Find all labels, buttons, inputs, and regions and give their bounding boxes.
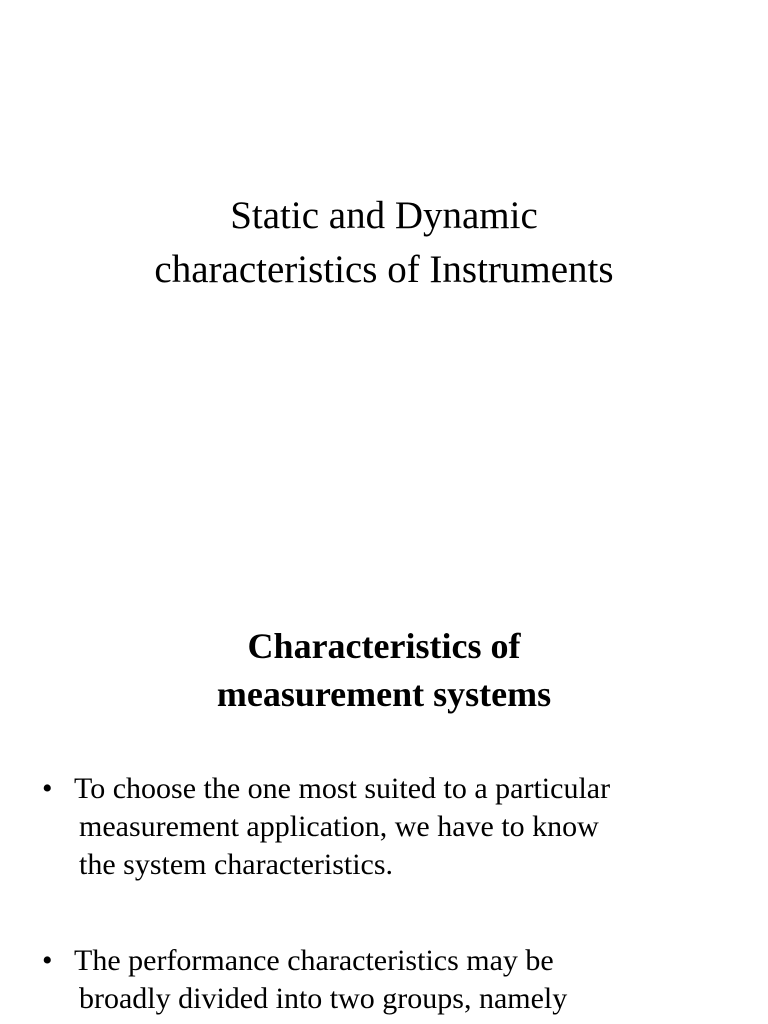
slide-2	[0, 576, 768, 1024]
slide-2-title-line-2: measurement systems	[216, 674, 552, 714]
bullet-item	[40, 770, 730, 884]
bullet-line: the system characteristics.	[79, 848, 394, 881]
bullet-line: The performance characteristics may be	[74, 944, 554, 977]
slide-2-title-line-1: Characteristics of	[247, 626, 521, 666]
slide-1-title-line-1: Static and Dynamic	[230, 194, 538, 237]
bullet-list	[40, 770, 730, 1024]
slide-1-title-line-2: characteristics of Instruments	[154, 248, 614, 291]
bullet-dot-icon: •	[42, 772, 53, 805]
slide-2-title	[0, 622, 768, 718]
bullet-line: To choose the one most suited to a particular	[74, 772, 611, 805]
bullet-item	[40, 942, 730, 1018]
bullet-line: measurement application, we have to know	[79, 810, 599, 843]
bullet-dot-icon: •	[42, 944, 53, 977]
bullet-line: broadly divided into two groups, namely	[79, 982, 568, 1015]
slide-1-title	[0, 189, 768, 297]
